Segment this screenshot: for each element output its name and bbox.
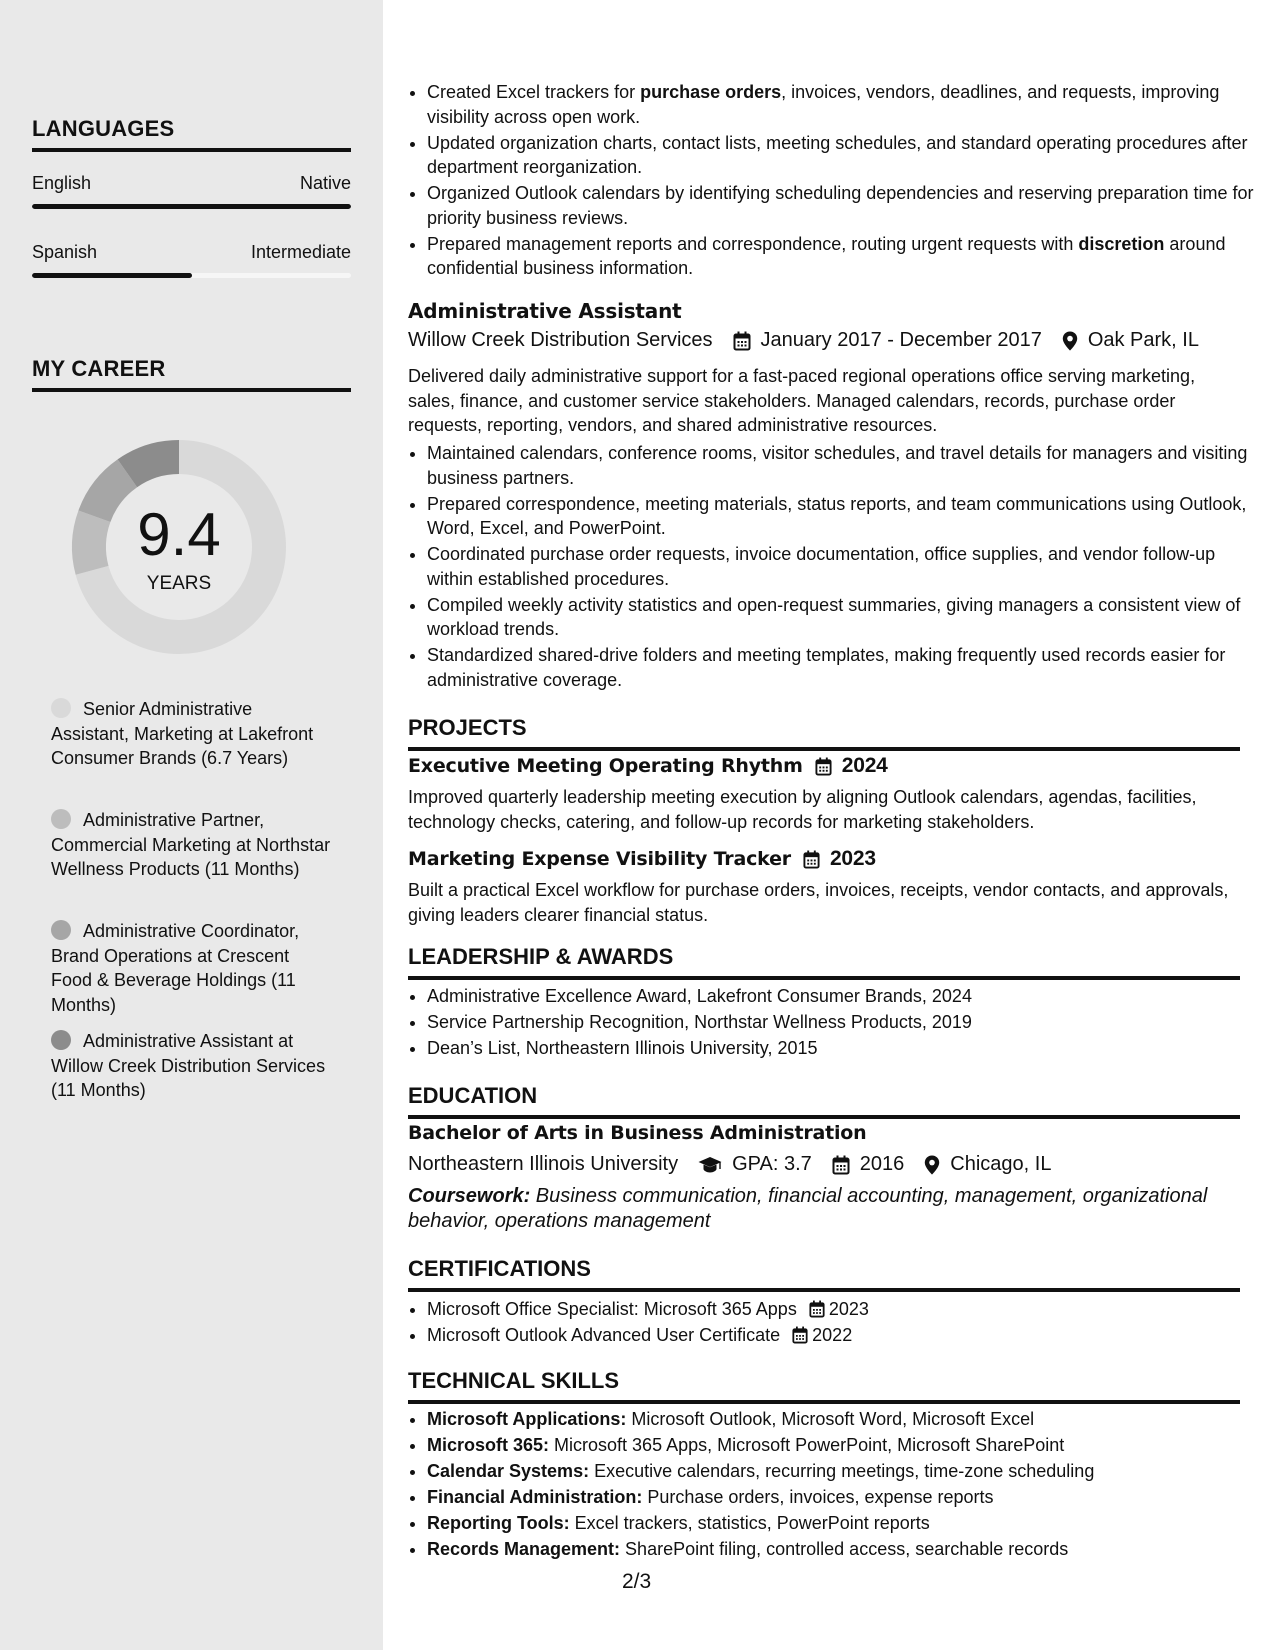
school-name: Northeastern Illinois University [408, 1153, 679, 1175]
graduation-cap-icon [698, 1156, 722, 1174]
project-name: Marketing Expense Visibility Tracker [408, 848, 791, 870]
project-title [408, 754, 1240, 778]
career-legend-item [51, 808, 331, 882]
list-item: • Updated organization charts, contact lists, meeting schedules, and standard operating procedures after department reorganization. [427, 131, 1259, 180]
career-legend-item [51, 1029, 331, 1103]
language-level: Native [299, 173, 351, 193]
coursework-text: Business communication, financial accounting, management, organizational behavior, operations management [408, 1185, 1208, 1232]
list-item: • Microsoft 365: Microsoft 365 Apps, Microsoft PowerPoint, Microsoft SharePoint [427, 1433, 1259, 1458]
calendar-icon [803, 850, 820, 869]
list-item: • Created Excel trackers for purchase orders, invoices, vendors, deadlines, and requests, improving visibility across open work. [427, 80, 1259, 129]
projects-heading: PROJECTS [408, 715, 1240, 751]
job-title: Administrative Assistant [408, 299, 682, 323]
list-item [427, 1323, 1259, 1348]
list-item: • Dean’s List, Northeastern Illinois University, 2015 [427, 1036, 1259, 1061]
certification-year: 2023 [828, 1299, 869, 1319]
project-description: Improved quarterly leadership meeting execution by aligning Outlook calendars, agendas, facilities, technology checks, catering, and follow-up records for marketing stakeholders. [408, 787, 1197, 832]
language-name: Spanish [32, 242, 98, 262]
location-pin-icon [924, 1155, 940, 1175]
language-bar-fill [32, 204, 351, 209]
language-row-spanish [32, 242, 351, 263]
job-company: Willow Creek Distribution Services [408, 329, 713, 351]
skills-list [408, 1407, 1259, 1563]
calendar-icon [832, 1155, 850, 1175]
language-name: English [32, 173, 92, 193]
career-total [66, 434, 292, 660]
project-description: Built a practical Excel workflow for purchase orders, invoices, receipts, vendor contacts, and approvals, giving leaders clearer financial status. [408, 880, 1229, 925]
project-name: Executive Meeting Operating Rhythm [408, 755, 803, 777]
coursework [408, 1184, 1240, 1233]
certification-name: • Microsoft Outlook Advanced User Certificate [427, 1325, 781, 1345]
career-legend-label: Administrative Coordinator, Brand Operations at Crescent Food & Beverage Holdings (11 Months) [51, 921, 300, 1015]
certifications-heading: CERTIFICATIONS [408, 1256, 1240, 1292]
list-item: • Administrative Excellence Award, Lakefront Consumer Brands, 2024 [427, 984, 1259, 1009]
job-bullets [408, 441, 1259, 694]
career-legend-item [51, 919, 331, 1017]
career-heading: MY CAREER [32, 356, 351, 392]
legend-dot [51, 920, 71, 940]
career-legend-label: Administrative Assistant at Willow Creek Distribution Services (11 Months) [51, 1031, 326, 1100]
location-pin-icon [1062, 331, 1078, 351]
list-item: • Maintained calendars, conference rooms, visitor schedules, and travel details for managers and visiting business partners. [427, 441, 1259, 490]
list-item: • Standardized shared-drive folders and meeting templates, making frequently used records easier for administrative coverage. [427, 643, 1259, 692]
coursework-label: Coursework: [408, 1185, 531, 1207]
graduation-year: 2016 [859, 1153, 905, 1175]
job-meta [408, 329, 1240, 352]
legend-dot [51, 1030, 71, 1050]
list-item: • Reporting Tools: Excel trackers, statistics, PowerPoint reports [427, 1511, 1259, 1536]
calendar-icon [815, 757, 832, 776]
career-total-unit: YEARS [146, 573, 212, 594]
calendar-icon [809, 1300, 825, 1318]
language-bar-fill [32, 273, 192, 278]
legend-dot [51, 809, 71, 829]
legend-dot [51, 698, 71, 718]
list-item: • Calendar Systems: Executive calendars, recurring meetings, time-zone scheduling [427, 1459, 1259, 1484]
career-legend-label: Senior Administrative Assistant, Marketing at Lakefront Consumer Brands (6.7 Years) [51, 699, 314, 768]
career-legend-label: Administrative Partner, Commercial Marketing at Northstar Wellness Products (11 Months) [51, 810, 331, 879]
gpa: GPA: 3.7 [732, 1153, 812, 1175]
career-legend-item [51, 697, 331, 771]
skills-heading: TECHNICAL SKILLS [408, 1368, 1240, 1404]
list-item: • Coordinated purchase order requests, invoice documentation, office supplies, and vendor follow-up within established procedures. [427, 542, 1259, 591]
project-year: 2023 [829, 847, 876, 870]
languages-heading: LANGUAGES [32, 116, 351, 152]
awards-heading: LEADERSHIP & AWARDS [408, 944, 1240, 980]
project-year: 2024 [841, 754, 888, 777]
job-location: Oak Park, IL [1087, 329, 1199, 351]
education-heading: EDUCATION [408, 1083, 1240, 1119]
calendar-icon [792, 1326, 808, 1344]
sidebar [0, 0, 383, 1650]
school-location: Chicago, IL [950, 1153, 1052, 1175]
list-item: • Financial Administration: Purchase orders, invoices, expense reports [427, 1485, 1259, 1510]
calendar-icon [733, 331, 751, 351]
page-number: 2/3 [622, 1570, 652, 1593]
list-item: • Microsoft Applications: Microsoft Outlook, Microsoft Word, Microsoft Excel [427, 1407, 1259, 1432]
certification-name: • Microsoft Office Specialist: Microsoft 365 Apps [427, 1299, 797, 1319]
job-summary: Delivered daily administrative support for a fast-paced regional operations office serving marketing, sales, finance, and customer service stakeholders. Managed calendars, records, purchase order requests, reporting, vendors, and shared administrative resources. [408, 366, 1196, 435]
language-bar-english [32, 204, 351, 209]
list-item: • Prepared correspondence, meeting materials, status reports, and team communications using Outlook, Word, Excel, and PowerPoint. [427, 492, 1259, 541]
job-dates: January 2017 - December 2017 [760, 329, 1042, 351]
list-item: • Service Partnership Recognition, Northstar Wellness Products, 2019 [427, 1010, 1259, 1035]
project-title [408, 847, 1240, 871]
previous-job-bullets [408, 80, 1259, 282]
list-item [427, 1297, 1259, 1322]
certification-year: 2022 [812, 1325, 853, 1345]
education-meta [408, 1153, 1240, 1176]
language-row-english [32, 173, 351, 194]
list-item: • Records Management: SharePoint filing, controlled access, searchable records [427, 1537, 1259, 1562]
list-item: • Organized Outlook calendars by identifying scheduling dependencies and reserving preparation time for priority business reviews. [427, 181, 1259, 230]
language-level: Intermediate [250, 242, 351, 262]
awards-list [408, 984, 1259, 1062]
degree-title: Bachelor of Arts in Business Administration [408, 1122, 867, 1144]
language-bar-spanish [32, 273, 351, 278]
list-item: • Compiled weekly activity statistics and open-request summaries, giving managers a consistent view of workload trends. [427, 593, 1259, 642]
career-total-value: 9.4 [137, 501, 221, 568]
list-item: • Prepared management reports and correspondence, routing urgent requests with discretion around confidential business information. [427, 232, 1259, 281]
certifications-list [408, 1297, 1259, 1349]
